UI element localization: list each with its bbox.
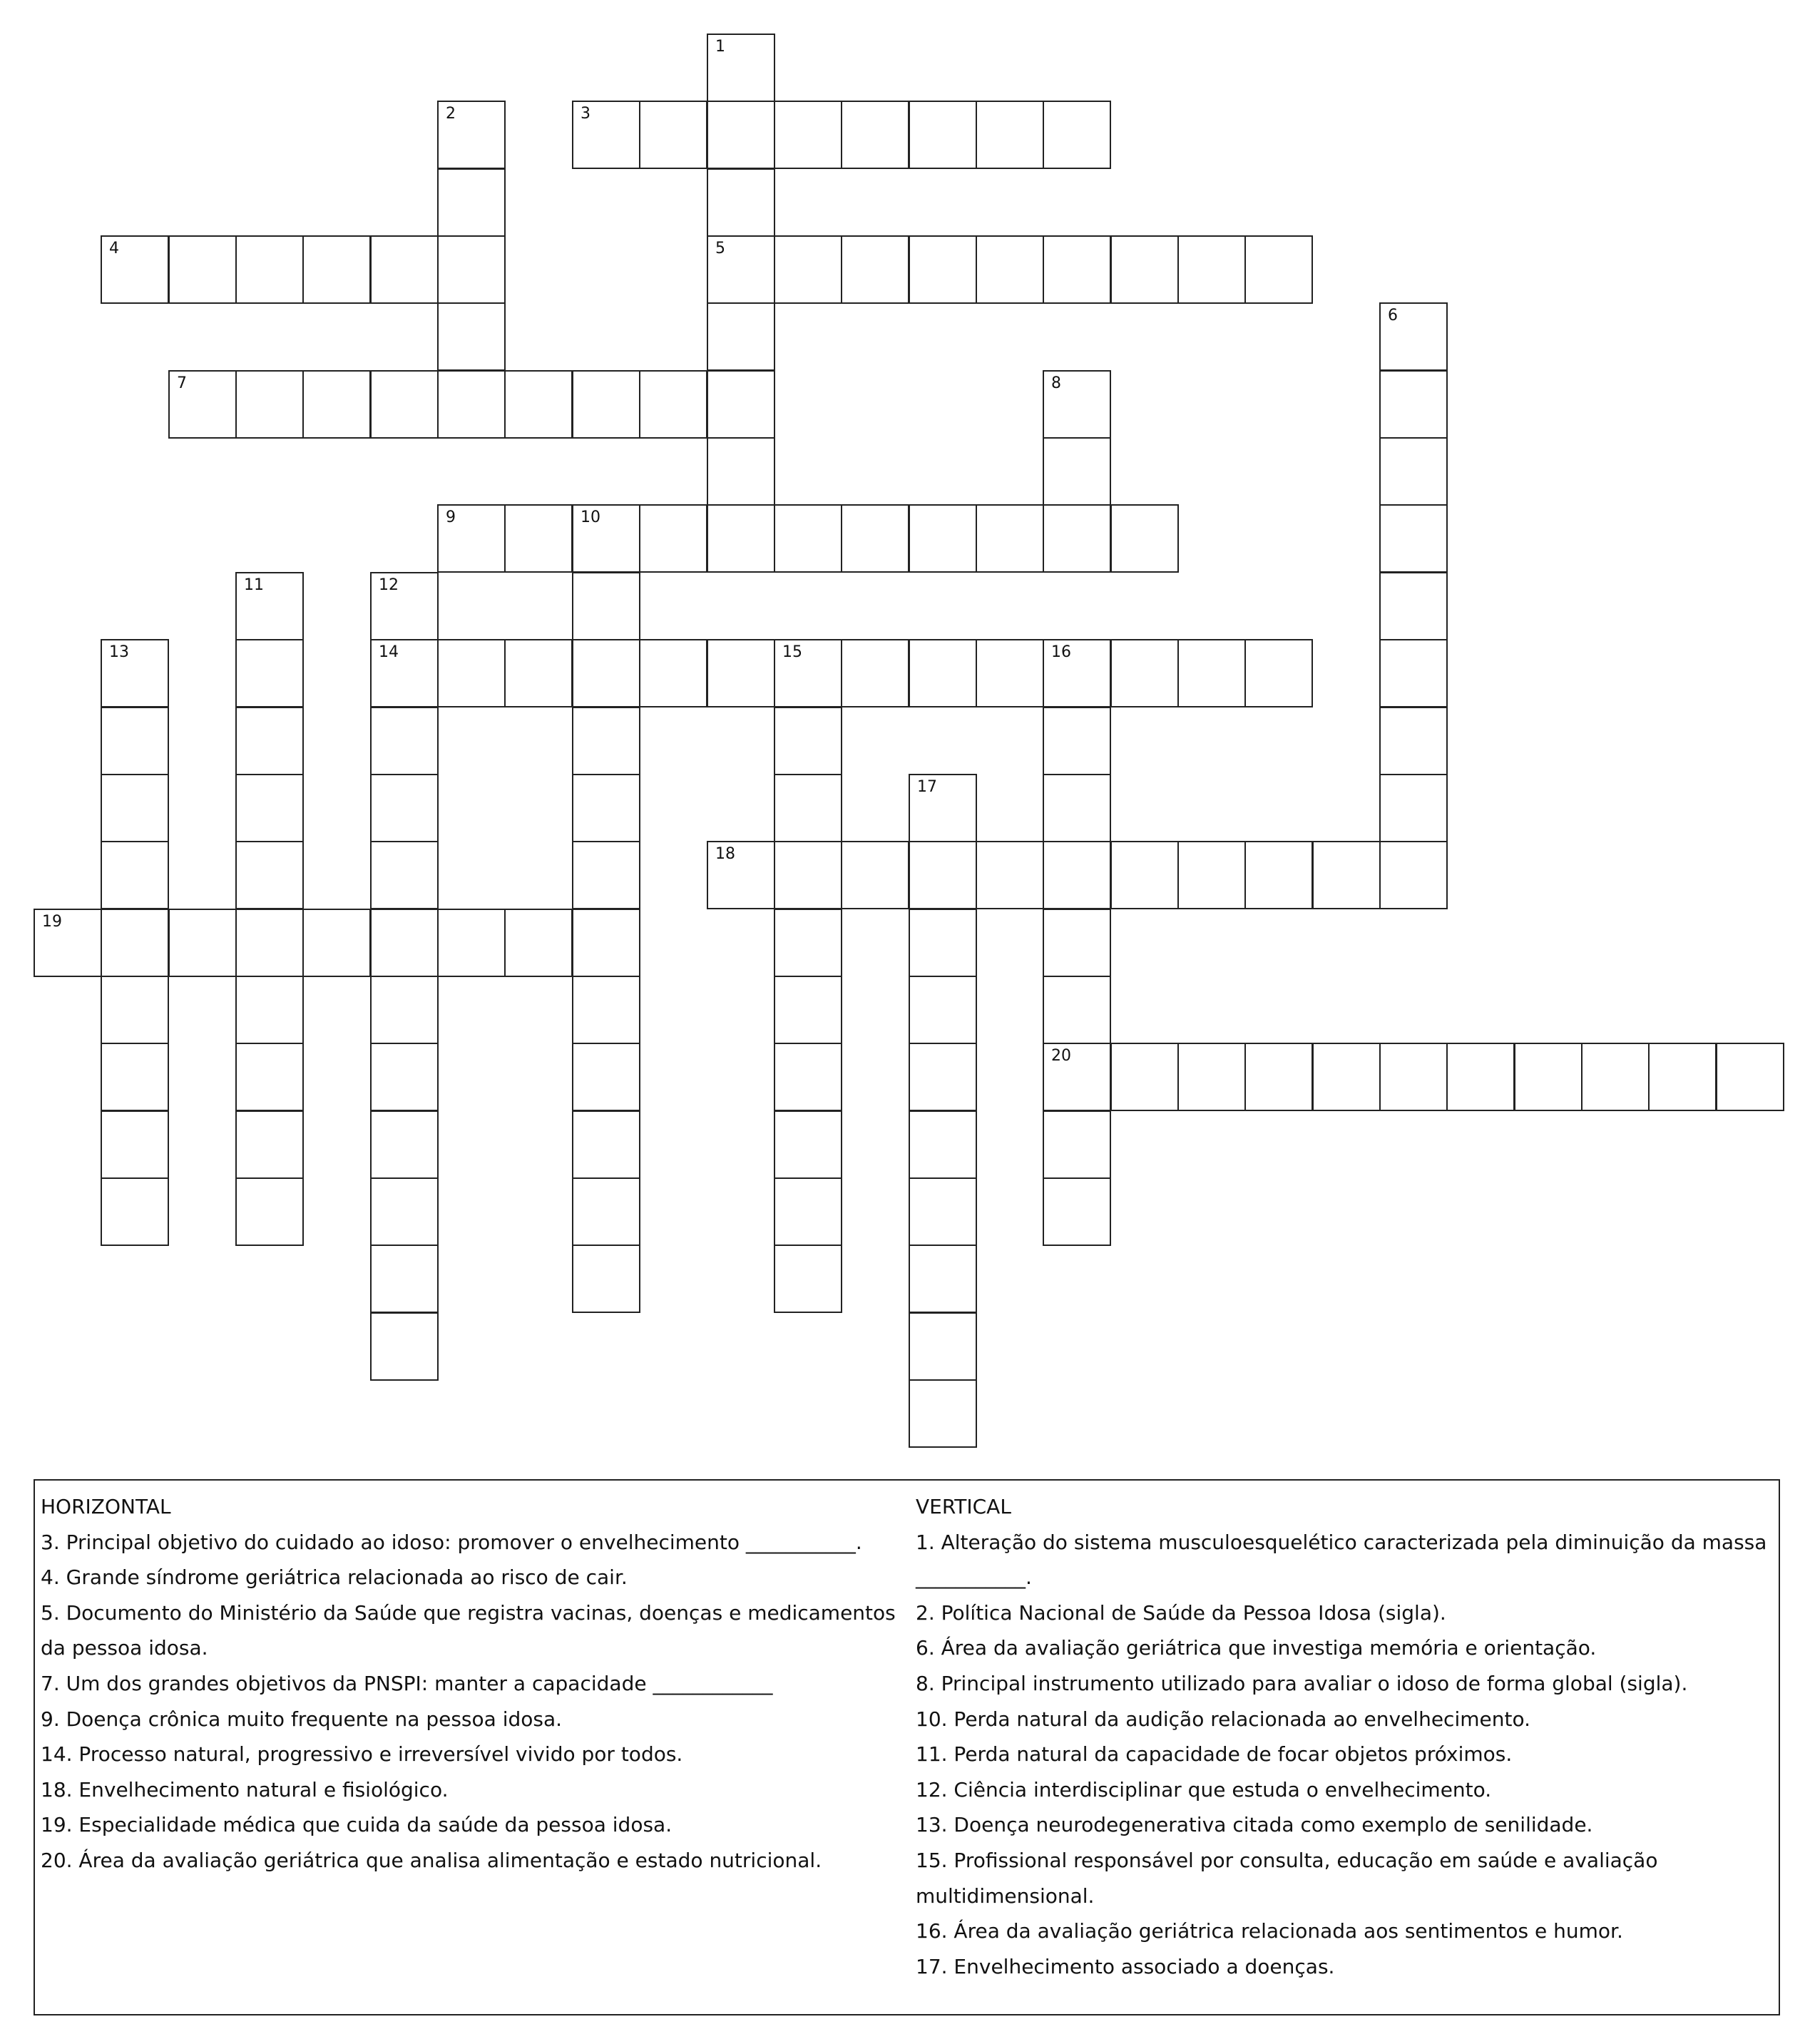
crossword-cell[interactable] xyxy=(1043,1043,1111,1111)
clue-vertical: 2. Política Nacional de Saúde da Pessoa Idosa (sigla). xyxy=(916,1600,1446,1625)
horizontal-clues xyxy=(41,1489,911,1879)
clue-number: 12 xyxy=(379,576,399,594)
crossword-cell[interactable] xyxy=(101,841,169,909)
crossword-cell[interactable] xyxy=(235,370,304,439)
crossword-cell[interactable] xyxy=(639,101,707,169)
crossword-cell[interactable] xyxy=(101,235,169,304)
crossword-cell[interactable] xyxy=(370,235,439,304)
crossword-cell[interactable] xyxy=(1110,235,1179,304)
crossword-cell[interactable] xyxy=(909,774,977,842)
crossword-cell[interactable] xyxy=(1379,504,1448,573)
crossword-cell[interactable] xyxy=(1043,437,1111,506)
clue-horizontal: 7. Um dos grandes objetivos da PNSPI: manter a capacidade ____________ xyxy=(41,1671,773,1695)
crossword-cell[interactable] xyxy=(707,101,775,169)
crossword-cell[interactable] xyxy=(909,1312,977,1381)
crossword-cell[interactable] xyxy=(101,639,169,707)
crossword-cell[interactable] xyxy=(34,909,102,977)
crossword-cell[interactable] xyxy=(235,707,304,775)
crossword-cell[interactable] xyxy=(1379,1043,1448,1111)
crossword-cell[interactable] xyxy=(572,370,640,439)
clue-vertical: 17. Envelhecimento associado a doenças. xyxy=(916,1954,1335,1978)
crossword-cell[interactable] xyxy=(302,909,371,977)
clue-number: 9 xyxy=(446,509,456,526)
crossword-cell[interactable] xyxy=(774,774,842,842)
crossword-cell[interactable] xyxy=(437,101,506,169)
crossword-cell[interactable] xyxy=(1043,707,1111,775)
crossword-cell[interactable] xyxy=(101,1110,169,1179)
crossword-cell[interactable] xyxy=(235,774,304,842)
crossword-cell[interactable] xyxy=(101,1177,169,1246)
crossword-cell[interactable] xyxy=(235,976,304,1044)
clue-number: 2 xyxy=(446,105,456,123)
crossword-cell[interactable] xyxy=(572,1245,640,1313)
crossword-cell[interactable] xyxy=(1446,1043,1515,1111)
crossword-cell[interactable] xyxy=(1043,976,1111,1044)
crossword-cell[interactable] xyxy=(437,235,506,304)
crossword-cell[interactable] xyxy=(572,841,640,909)
vertical-heading: VERTICAL xyxy=(916,1495,1011,1518)
crossword-cell[interactable] xyxy=(101,707,169,775)
crossword-cell[interactable] xyxy=(774,841,842,909)
crossword-cell[interactable] xyxy=(1043,774,1111,842)
crossword-cell[interactable] xyxy=(1648,1043,1717,1111)
crossword-cell[interactable] xyxy=(302,370,371,439)
crossword-cell[interactable] xyxy=(572,572,640,640)
crossword-cell[interactable] xyxy=(841,841,909,909)
crossword-cell[interactable] xyxy=(774,1043,842,1111)
crossword-cell[interactable] xyxy=(1379,370,1448,439)
crossword-cell[interactable] xyxy=(1177,841,1246,909)
crossword-cell[interactable] xyxy=(572,1177,640,1246)
crossword-cell[interactable] xyxy=(370,1312,439,1381)
crossword-cell[interactable] xyxy=(370,841,439,909)
clue-horizontal: 3. Principal objetivo do cuidado ao idoso: promover o envelhecimento ___________. xyxy=(41,1530,862,1554)
clue-number: 13 xyxy=(109,643,129,661)
crossword-cell[interactable] xyxy=(572,639,640,707)
crossword-cell[interactable] xyxy=(437,639,506,707)
crossword-cell[interactable] xyxy=(909,909,977,977)
crossword-cell[interactable] xyxy=(370,1245,439,1313)
crossword-cell[interactable] xyxy=(1043,235,1111,304)
crossword-cell[interactable] xyxy=(976,504,1044,573)
crossword-cell[interactable] xyxy=(1043,1177,1111,1246)
crossword-cell[interactable] xyxy=(774,1110,842,1179)
clue-vertical: 11. Perda natural da capacidade de focar objetos próximos. xyxy=(916,1742,1513,1767)
clue-vertical: 8. Principal instrumento utilizado para avaliar o idoso de forma global (sigla). xyxy=(916,1671,1688,1695)
crossword-cell[interactable] xyxy=(1514,1043,1583,1111)
clue-horizontal: 14. Processo natural, progressivo e irreversível vivido por todos. xyxy=(41,1742,683,1767)
crossword-cell[interactable] xyxy=(168,909,237,977)
crossword-cell[interactable] xyxy=(235,1177,304,1246)
crossword-cell[interactable] xyxy=(1043,909,1111,977)
clue-number: 19 xyxy=(42,913,62,931)
crossword-cell[interactable] xyxy=(909,504,977,573)
crossword-cell[interactable] xyxy=(101,976,169,1044)
crossword-cell[interactable] xyxy=(707,639,775,707)
crossword-cell[interactable] xyxy=(774,909,842,977)
crossword-cell[interactable] xyxy=(572,909,640,977)
clue-number: 14 xyxy=(379,643,399,661)
crossword-cell[interactable] xyxy=(909,1379,977,1448)
crossword-cell[interactable] xyxy=(707,302,775,371)
crossword-cell[interactable] xyxy=(976,101,1044,169)
crossword-cell[interactable] xyxy=(774,235,842,304)
clue-vertical: 1. Alteração do sistema musculoesquelético caracterizada pela diminuição da massa ___________. xyxy=(916,1530,1767,1590)
crossword-cell[interactable] xyxy=(1177,235,1246,304)
crossword-cell[interactable] xyxy=(1043,841,1111,909)
clue-horizontal: 18. Envelhecimento natural e fisiológico. xyxy=(41,1777,449,1802)
crossword-cell[interactable] xyxy=(1177,639,1246,707)
crossword-cell[interactable] xyxy=(235,572,304,640)
crossword-cell[interactable] xyxy=(1379,437,1448,506)
crossword-cell[interactable] xyxy=(370,707,439,775)
crossword-cell[interactable] xyxy=(370,370,439,439)
crossword-cell[interactable] xyxy=(370,1043,439,1111)
crossword-cell[interactable] xyxy=(572,504,640,573)
clue-number: 6 xyxy=(1388,307,1398,325)
crossword-cell[interactable] xyxy=(101,774,169,842)
crossword-cell[interactable] xyxy=(235,1110,304,1179)
crossword-cell[interactable] xyxy=(572,101,640,169)
crossword-cell[interactable] xyxy=(639,504,707,573)
clue-horizontal: 20. Área da avaliação geriátrica que analisa alimentação e estado nutricional. xyxy=(41,1848,822,1872)
clue-number: 17 xyxy=(917,778,937,796)
crossword-cell[interactable] xyxy=(437,168,506,237)
crossword-cell[interactable] xyxy=(370,1177,439,1246)
crossword-cell[interactable] xyxy=(774,976,842,1044)
clue-number: 8 xyxy=(1051,374,1061,392)
crossword-cell[interactable] xyxy=(976,841,1044,909)
crossword-cell[interactable] xyxy=(572,976,640,1044)
crossword-cell[interactable] xyxy=(370,774,439,842)
crossword-cell[interactable] xyxy=(235,1043,304,1111)
crossword-cell[interactable] xyxy=(1379,639,1448,707)
crossword-cell[interactable] xyxy=(168,370,237,439)
clue-number: 11 xyxy=(244,576,264,594)
crossword-cell[interactable] xyxy=(1716,1043,1784,1111)
crossword-cell[interactable] xyxy=(909,841,977,909)
crossword-cell[interactable] xyxy=(437,302,506,371)
crossword-cell[interactable] xyxy=(235,909,304,977)
clue-horizontal: 19. Especialidade médica que cuida da saúde da pessoa idosa. xyxy=(41,1813,673,1837)
clue-number: 1 xyxy=(715,38,725,56)
crossword-cell[interactable] xyxy=(1244,235,1313,304)
crossword-cell[interactable] xyxy=(909,101,977,169)
vertical-clues xyxy=(916,1489,1771,1984)
crossword-cell[interactable] xyxy=(774,1245,842,1313)
crossword-cell[interactable] xyxy=(1244,639,1313,707)
crossword-cell[interactable] xyxy=(1177,1043,1246,1111)
crossword-cell[interactable] xyxy=(1312,841,1381,909)
clue-vertical: 15. Profissional responsável por consulta, educação em saúde e avaliação multidimensional. xyxy=(916,1848,1658,1908)
crossword-cell[interactable] xyxy=(909,1043,977,1111)
crossword-cell[interactable] xyxy=(101,909,169,977)
crossword-cell[interactable] xyxy=(235,639,304,707)
crossword-cell[interactable] xyxy=(1379,707,1448,775)
clue-horizontal: 9. Doença crônica muito frequente na pessoa idosa. xyxy=(41,1707,563,1731)
crossword-cell[interactable] xyxy=(504,909,573,977)
crossword-cell[interactable] xyxy=(504,639,573,707)
crossword-cell[interactable] xyxy=(437,909,506,977)
clue-vertical: 6. Área da avaliação geriátrica que investiga memória e orientação. xyxy=(916,1636,1597,1660)
crossword-cell[interactable] xyxy=(572,1110,640,1179)
crossword-cell[interactable] xyxy=(707,504,775,573)
crossword-cell[interactable] xyxy=(1379,774,1448,842)
crossword-cell[interactable] xyxy=(1110,504,1179,573)
clue-number: 10 xyxy=(581,509,600,526)
crossword-cell[interactable] xyxy=(707,235,775,304)
crossword-cell[interactable] xyxy=(1110,639,1179,707)
crossword-cell[interactable] xyxy=(370,1110,439,1179)
crossword-cell[interactable] xyxy=(1043,370,1111,439)
crossword-cell[interactable] xyxy=(235,235,304,304)
crossword-cell[interactable] xyxy=(1110,841,1179,909)
crossword-cell[interactable] xyxy=(504,370,573,439)
clue-vertical: 12. Ciência interdisciplinar que estuda o envelhecimento. xyxy=(916,1777,1492,1802)
crossword-cell[interactable] xyxy=(168,235,237,304)
crossword-cell[interactable] xyxy=(302,235,371,304)
crossword-cell[interactable] xyxy=(909,235,977,304)
clues-box xyxy=(34,1479,1780,2015)
crossword-cell[interactable] xyxy=(639,639,707,707)
clue-horizontal: 4. Grande síndrome geriátrica relacionada ao risco de cair. xyxy=(41,1565,628,1590)
crossword-cell[interactable] xyxy=(707,168,775,237)
crossword-cell[interactable] xyxy=(370,572,439,640)
crossword-cell[interactable] xyxy=(572,707,640,775)
crossword-cell[interactable] xyxy=(370,976,439,1044)
crossword-cell[interactable] xyxy=(370,639,439,707)
clue-vertical: 16. Área da avaliação geriátrica relacionada aos sentimentos e humor. xyxy=(916,1919,1623,1943)
crossword-cell[interactable] xyxy=(909,976,977,1044)
crossword-cell[interactable] xyxy=(101,1043,169,1111)
crossword-cell[interactable] xyxy=(774,639,842,707)
crossword-cell[interactable] xyxy=(504,504,573,573)
crossword-cell[interactable] xyxy=(1312,1043,1381,1111)
crossword-cell[interactable] xyxy=(1379,302,1448,371)
crossword-cell[interactable] xyxy=(1244,841,1313,909)
clue-number: 16 xyxy=(1051,643,1071,661)
crossword-cell[interactable] xyxy=(909,1177,977,1246)
crossword-cell[interactable] xyxy=(841,504,909,573)
crossword-cell[interactable] xyxy=(235,841,304,909)
clue-number: 7 xyxy=(177,374,187,392)
crossword-cell[interactable] xyxy=(707,370,775,439)
crossword-cell[interactable] xyxy=(841,101,909,169)
clue-vertical: 10. Perda natural da audição relacionada ao envelhecimento. xyxy=(916,1707,1530,1731)
crossword-cell[interactable] xyxy=(1043,1110,1111,1179)
crossword-cell[interactable] xyxy=(774,1177,842,1246)
crossword-cell[interactable] xyxy=(437,504,506,573)
crossword-cell[interactable] xyxy=(707,34,775,102)
crossword-cell[interactable] xyxy=(1043,101,1111,169)
crossword-cell[interactable] xyxy=(1379,572,1448,640)
crossword-cell[interactable] xyxy=(841,235,909,304)
crossword-cell[interactable] xyxy=(370,909,439,977)
crossword-cell[interactable] xyxy=(639,370,707,439)
crossword-cell[interactable] xyxy=(1244,1043,1313,1111)
crossword-cell[interactable] xyxy=(841,639,909,707)
crossword-cell[interactable] xyxy=(909,1245,977,1313)
clue-number: 20 xyxy=(1051,1047,1071,1065)
crossword-cell[interactable] xyxy=(572,774,640,842)
crossword-cell[interactable] xyxy=(976,235,1044,304)
crossword-cell[interactable] xyxy=(774,101,842,169)
crossword-cell[interactable] xyxy=(707,841,775,909)
crossword-cell[interactable] xyxy=(707,437,775,506)
clue-number: 18 xyxy=(715,845,735,863)
clue-number: 4 xyxy=(109,240,119,257)
crossword-cell[interactable] xyxy=(437,370,506,439)
crossword-cell[interactable] xyxy=(909,639,977,707)
horizontal-heading: HORIZONTAL xyxy=(41,1495,171,1518)
crossword-cell[interactable] xyxy=(909,1110,977,1179)
crossword-cell[interactable] xyxy=(1043,639,1111,707)
crossword-cell[interactable] xyxy=(774,504,842,573)
crossword-cell[interactable] xyxy=(1110,1043,1179,1111)
crossword-cell[interactable] xyxy=(1379,841,1448,909)
clue-number: 3 xyxy=(581,105,590,123)
crossword-cell[interactable] xyxy=(1043,504,1111,573)
clue-horizontal: 5. Documento do Ministério da Saúde que registra vacinas, doenças e medicamentos da pessoa idosa. xyxy=(41,1600,896,1660)
clue-vertical: 13. Doença neurodegenerativa citada como exemplo de senilidade. xyxy=(916,1813,1593,1837)
crossword-cell[interactable] xyxy=(572,1043,640,1111)
crossword-cell[interactable] xyxy=(976,639,1044,707)
crossword-cell[interactable] xyxy=(1581,1043,1650,1111)
clue-number: 15 xyxy=(782,643,802,661)
clue-number: 5 xyxy=(715,240,725,257)
crossword-cell[interactable] xyxy=(774,707,842,775)
